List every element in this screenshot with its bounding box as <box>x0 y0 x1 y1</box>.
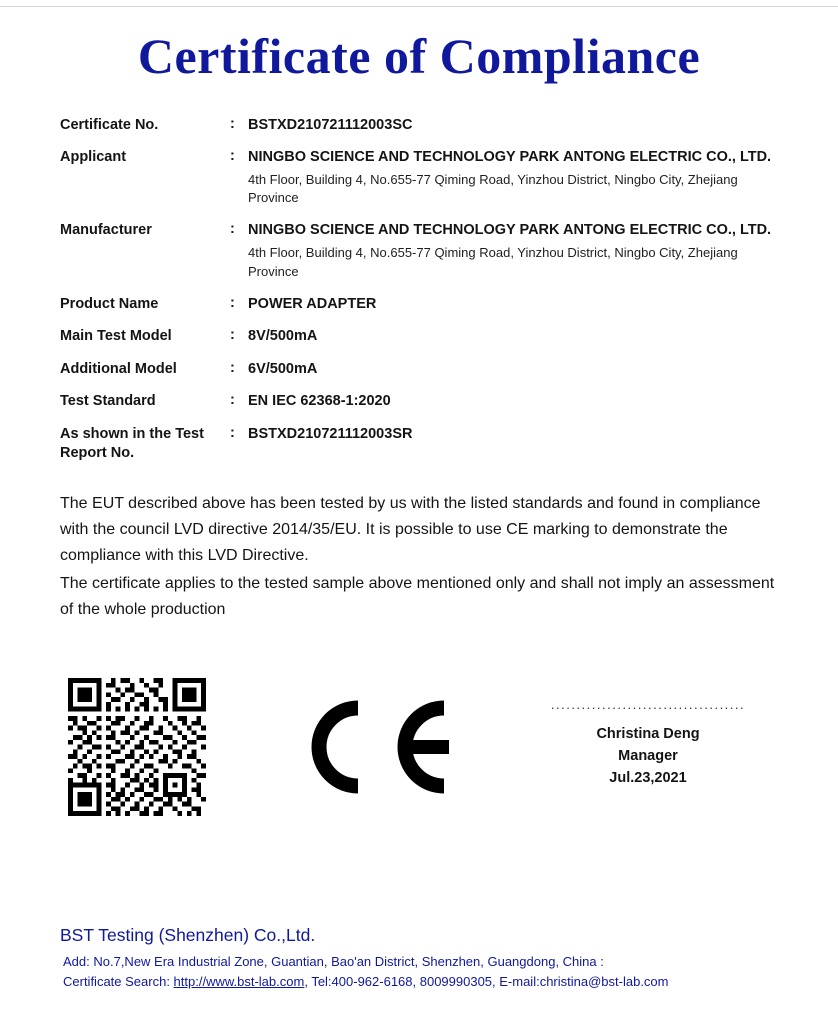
field-label: Applicant <box>60 149 127 166</box>
field-colon: : <box>230 424 235 441</box>
field-value: 6V/500mA <box>248 360 318 377</box>
field-row <box>60 327 778 360</box>
field-value <box>248 221 778 294</box>
field-colon: : <box>230 294 235 311</box>
page-title: Certificate of Compliance <box>137 28 701 84</box>
footer-company-name: BST Testing (Shenzhen) Co.,Ltd. <box>60 924 316 945</box>
statement-block <box>60 491 778 623</box>
footer-website-link[interactable]: http://www.bst-lab.com <box>173 973 305 989</box>
field-row <box>60 425 778 477</box>
footer <box>60 925 798 992</box>
footer-certificate-search <box>60 972 798 992</box>
field-row <box>60 392 778 425</box>
ce-mark-wrapper <box>292 692 462 807</box>
top-divider <box>0 6 838 7</box>
field-value-main: NINGBO SCIENCE AND TECHNOLOGY PARK ANTONG ELECTRIC CO., LTD. <box>248 222 772 239</box>
field-label: Certificate No. <box>60 116 159 133</box>
field-colon: : <box>230 327 235 344</box>
field-label: As shown in the Test Report No. <box>60 425 204 462</box>
statement-paragraph: The certificate applies to the tested sample above mentioned only and shall not imply an assessment of the whole production <box>60 574 775 618</box>
field-label: Main Test Model <box>60 328 172 345</box>
field-label: Product Name <box>60 295 159 312</box>
field-row <box>60 221 778 294</box>
field-colon: : <box>230 221 235 238</box>
footer-search-suffix: , Tel:400-962-6168, 8009990305, E-mail:christina@bst-lab.com <box>304 973 669 989</box>
signature-date: Jul.23,2021 <box>609 769 687 786</box>
field-colon: : <box>230 115 235 132</box>
field-label: Additional Model <box>60 360 177 377</box>
field-colon: : <box>230 392 235 409</box>
field-value-sub: 4th Floor, Building 4, No.655-77 Qiming Road, Yinzhou District, Ningbo City, Zhejiang Province <box>248 244 738 279</box>
field-value: 8V/500mA <box>248 328 318 345</box>
field-row <box>60 360 778 393</box>
field-row <box>60 295 778 328</box>
field-value-main: NINGBO SCIENCE AND TECHNOLOGY PARK ANTONG ELECTRIC CO., LTD. <box>248 149 772 166</box>
field-value: BSTXD210721112003SC <box>248 116 413 133</box>
footer-address: Add: No.7,New Era Industrial Zone, Guantian, Bao'an District, Shenzhen, Guangdong, China : <box>63 953 604 969</box>
certificate-fields <box>60 116 778 477</box>
signatory-role: Manager <box>618 748 678 765</box>
field-value <box>248 148 778 221</box>
field-label: Test Standard <box>60 393 156 410</box>
field-label: Manufacturer <box>60 222 152 239</box>
field-row <box>60 116 778 149</box>
footer-search-prefix: Certificate Search: <box>63 973 174 989</box>
field-colon: : <box>230 359 235 376</box>
field-value: POWER ADAPTER <box>248 295 377 312</box>
field-value-sub: 4th Floor, Building 4, No.655-77 Qiming Road, Yinzhou District, Ningbo City, Zhejiang Province <box>248 171 738 206</box>
field-colon: : <box>230 148 235 165</box>
signature-dotted-line: ...................................... <box>550 698 746 712</box>
signatory-name: Christina Deng <box>596 726 700 743</box>
field-row <box>60 148 778 221</box>
marks-row <box>60 678 778 838</box>
signature-block <box>528 698 768 789</box>
qr-code <box>68 678 206 816</box>
field-value: EN IEC 62368-1:2020 <box>248 393 391 410</box>
ce-mark <box>292 692 462 802</box>
field-value: BSTXD210721112003SR <box>248 425 413 442</box>
statement-paragraph: The EUT described above has been tested by us with the listed standards and found in compliance with the council LVD directive 2014/35/EU. It is possible to use CE marking to demonstrate the compliance with this LVD Directive. <box>60 494 761 564</box>
